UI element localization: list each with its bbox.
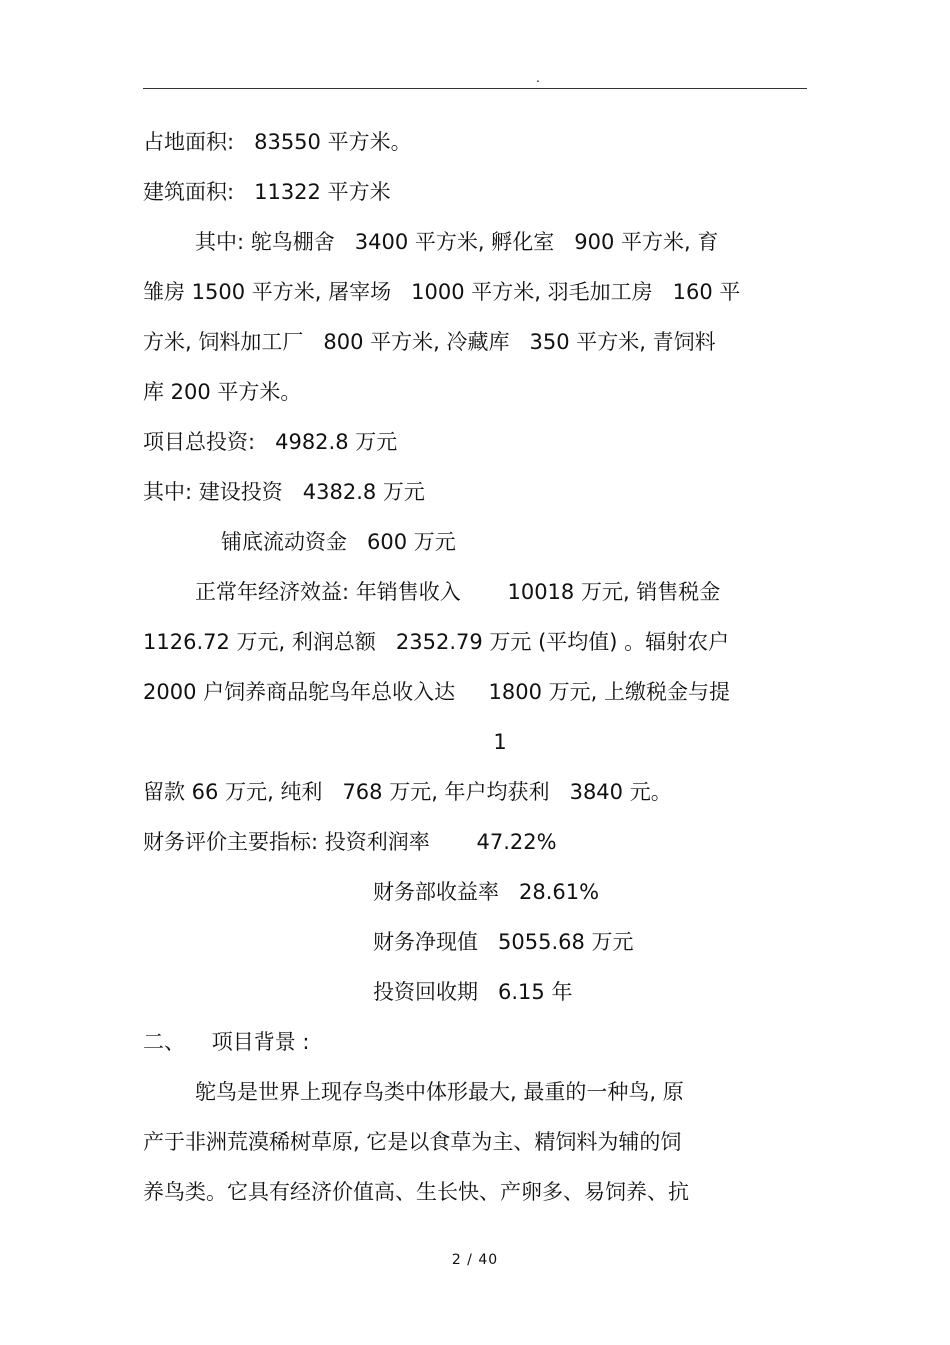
text-line-benefits-3: 2000 户饲养商品鸵鸟年总收入达 1800 万元, 上缴税金与提 xyxy=(143,680,730,704)
text-line-total-investment: 项目总投资: 4982.8 万元 xyxy=(143,430,398,454)
text-line-background-1: 鸵鸟是世界上现存鸟类中体形最大, 最重的一种鸟, 原 xyxy=(195,1080,684,1104)
text-line-building-area: 建筑面积: 11322 平方米 xyxy=(143,180,391,204)
text-line-breakdown-2: 雏房 1500 平方米, 屠宰场 1000 平方米, 羽毛加工房 160 平 xyxy=(143,280,741,304)
text-line-benefits-1: 正常年经济效益: 年销售收入 10018 万元, 销售税金 xyxy=(195,580,721,604)
text-line-benefits-2: 1126.72 万元, 利润总额 2352.79 万元 (平均值) 。辐射农户 xyxy=(143,630,730,654)
text-line-background-2: 产于非洲荒漠稀树草原, 它是以食草为主、精饲料为辅的饲 xyxy=(143,1130,682,1154)
text-line-breakdown-4: 库 200 平方米。 xyxy=(143,380,302,404)
header-rule xyxy=(143,88,807,89)
header-mark: . xyxy=(536,71,540,85)
text-line-breakdown-3: 方米, 饲料加工厂 800 平方米, 冷藏库 350 平方米, 青饲料 xyxy=(143,330,716,354)
text-line-working-capital: 铺底流动资金 600 万元 xyxy=(221,530,456,554)
text-line-financial-indicators: 财务评价主要指标: 投资利润率 47.22% xyxy=(143,830,557,854)
text-line-construction-investment: 其中: 建设投资 4382.8 万元 xyxy=(143,480,425,504)
text-line-benefits-4: 留款 66 万元, 纯利 768 万元, 年户均获利 3840 元。 xyxy=(143,780,672,804)
text-line-breakdown-1: 其中: 鸵鸟棚舍 3400 平方米, 孵化室 900 平方米, 育 xyxy=(195,230,719,254)
page-indicator: 2 / 40 xyxy=(451,1252,499,1268)
text-line-land-area: 占地面积: 83550 平方米。 xyxy=(143,130,412,154)
text-line-internal-return: 财务部收益率 28.61% xyxy=(373,880,600,904)
section-heading-background: 二、 项目背景 : xyxy=(143,1030,310,1054)
text-line-background-3: 养鸟类。它具有经济价值高、生长快、产卵多、易饲养、抗 xyxy=(143,1180,689,1204)
inline-page-number: 1 xyxy=(493,730,507,754)
text-line-net-present-value: 财务净现值 5055.68 万元 xyxy=(373,930,634,954)
text-line-payback-period: 投资回收期 6.15 年 xyxy=(373,980,573,1004)
